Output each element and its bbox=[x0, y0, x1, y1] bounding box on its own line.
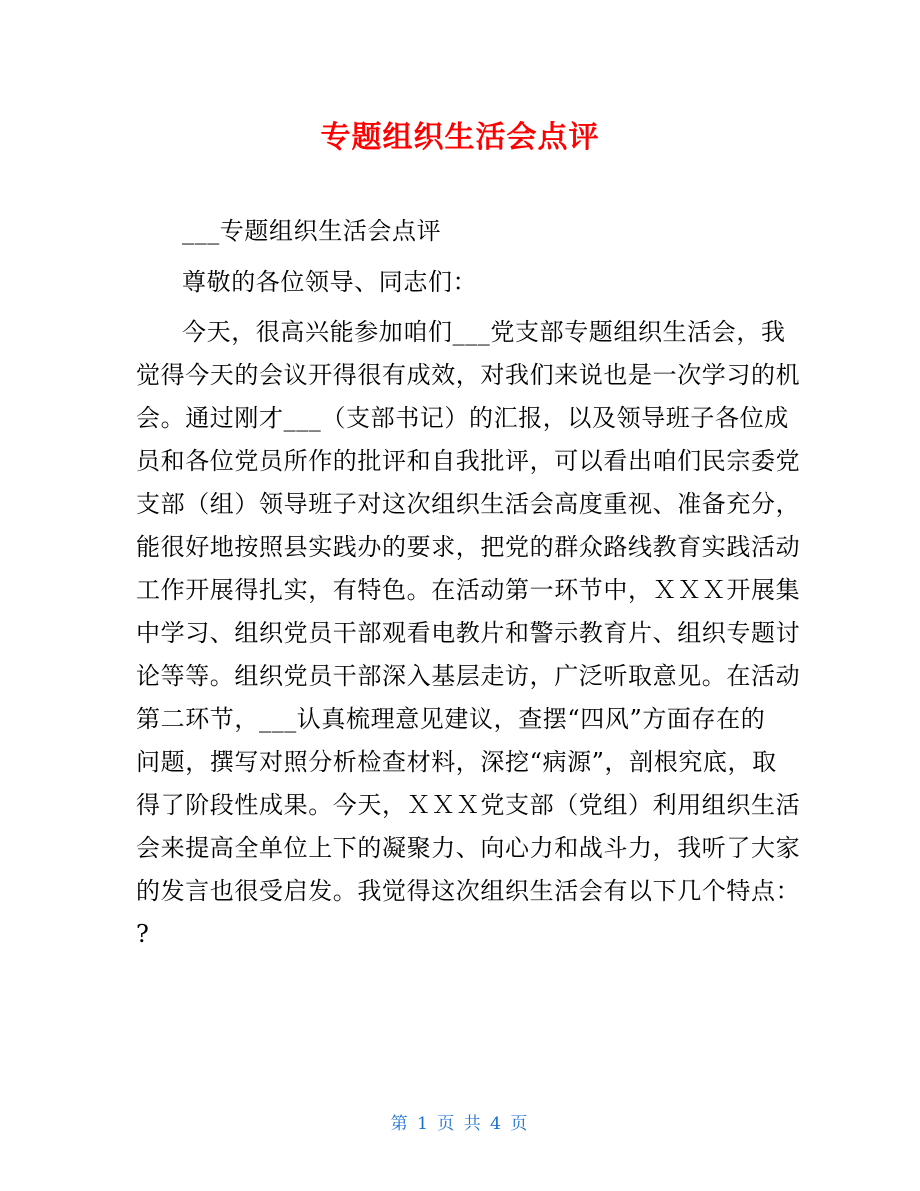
page-footer: 第 1 页 共 4 页 bbox=[390, 1114, 530, 1134]
paragraph-line: 的发言也很受启发。我觉得这次组织生活会有以下几个特点： bbox=[136, 877, 801, 905]
paragraph-line: 今天，很高兴能参加咱们___党支部专题组织生活会，我 bbox=[182, 318, 786, 346]
paragraph-line: 得了阶段性成果。今天，ＸＸＸ党支部（党组）利用组织生活 bbox=[136, 791, 801, 819]
paragraph-line-subtitle: ___专题组织生活会点评 bbox=[182, 217, 442, 245]
paragraph-line: 工作开展得扎实，有特色。在活动第一环节中，ＸＸＸ开展集 bbox=[136, 576, 801, 604]
paragraph-line: 支部（组）领导班子对这次组织生活会高度重视、准备充分， bbox=[136, 490, 801, 518]
paragraph-line: 会。通过刚才___（支部书记）的汇报，以及领导班子各位成 bbox=[136, 404, 789, 432]
document-title: 专题组织生活会点评 bbox=[320, 120, 600, 155]
paragraph-line: 会来提高全单位上下的凝聚力、向心力和战斗力，我听了大家 bbox=[136, 834, 801, 862]
paragraph-line: 第二环节，___认真梳理意见建议，查摆“四风”方面存在的 bbox=[136, 705, 766, 733]
paragraph-line-salutation: 尊敬的各位领导、同志们： bbox=[182, 268, 478, 296]
paragraph-line: 能很好地按照县实践办的要求，把党的群众路线教育实践活动 bbox=[136, 533, 801, 561]
paragraph-line: 觉得今天的会议开得很有成效，对我们来说也是一次学习的机 bbox=[136, 361, 801, 389]
paragraph-line: ? bbox=[136, 920, 150, 948]
paragraph-line: 问题，撰写对照分析检查材料，深挖“病源”，剖根究底，取 bbox=[136, 748, 777, 776]
paragraph-line: 员和各位党员所作的批评和自我批评，可以看出咱们民宗委党 bbox=[136, 447, 801, 475]
paragraph-line: 论等等。组织党员干部深入基层走访，广泛听取意见。在活动 bbox=[136, 662, 801, 690]
paragraph-line: 中学习、组织党员干部观看电教片和警示教育片、组织专题讨 bbox=[136, 619, 801, 647]
